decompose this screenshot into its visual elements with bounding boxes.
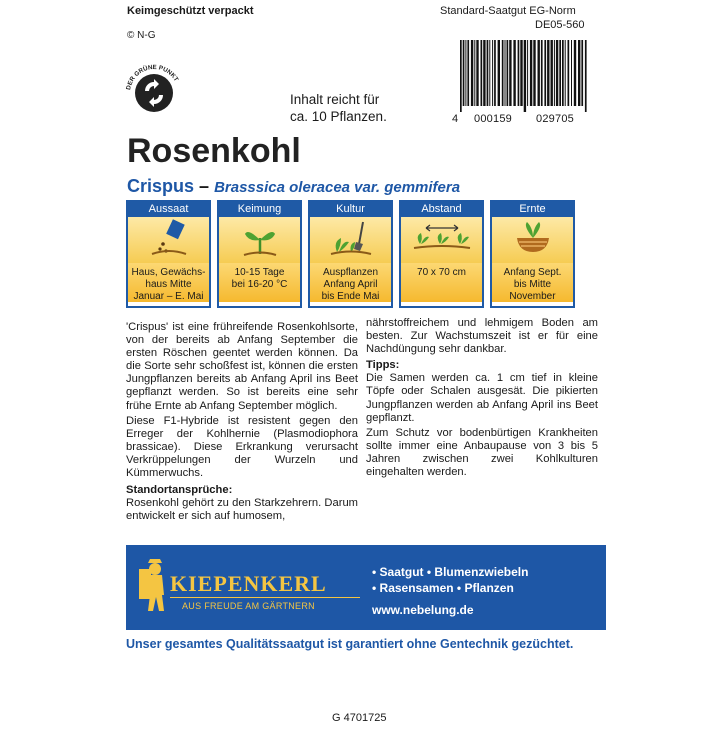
- protection-paragraph: Zum Schutz vor bodenbürtigen Krankheiten sollte immer eine Anbaupause von 3 bis 5 Jahren zwischen zwei Kohlkulturen eingehalten werden.: [366, 426, 598, 479]
- picto-text-line: 10-15 Tage: [234, 267, 285, 278]
- barcode-left-group: 000159: [474, 113, 512, 125]
- picto-ernte: [490, 200, 575, 308]
- picto-kultur: [308, 200, 393, 308]
- gruener-punkt-logo: [118, 55, 190, 127]
- picto-text-line: Anfang April: [323, 279, 378, 290]
- product-range-item: • Saatgut • Blumenzwiebeln: [372, 565, 529, 579]
- picto-text-line: Anfang Sept.: [503, 267, 562, 278]
- content-note: [290, 91, 387, 125]
- picto-abstand: [399, 200, 484, 308]
- article-number: G 4701725: [332, 712, 387, 724]
- brand-slogan: AUS FREUDE AM GÄRTNERN: [182, 601, 315, 611]
- picto-label: Keimung: [219, 202, 300, 217]
- picto-text-line: bis Ende Mai: [321, 291, 380, 302]
- seedling-icon: [240, 218, 280, 263]
- picto-text-line: November: [509, 291, 556, 302]
- latin-name: Brasssica oleracea var. gemmifera: [214, 179, 461, 196]
- picto-text-line: bei 16-20 °C: [231, 279, 288, 290]
- growing-pictograms: [126, 200, 575, 308]
- picto-label: Aussaat: [128, 202, 209, 217]
- picto-keimung: [217, 200, 302, 308]
- description-column-left: [126, 321, 358, 523]
- heading-standort: Standortansprüche:: [126, 484, 233, 497]
- product-range-item: • Rasensamen • Pflanzen: [372, 581, 514, 595]
- location-paragraph: Rosenkohl gehört zu den Starkzehrern. Darum entwickelt er sich auf humosem,: [126, 497, 358, 523]
- copyright-note: © N-G: [127, 30, 156, 41]
- heading-tipps: Tipps:: [366, 359, 400, 372]
- picto-text-line: bis Mitte: [513, 279, 552, 290]
- planting-spade-icon: [329, 218, 373, 263]
- barcode: [452, 40, 592, 126]
- svg-text:DER GRÜNE PUNKT: DER GRÜNE PUNKT: [125, 63, 180, 91]
- tips-paragraph: Die Samen werden ca. 1 cm tief in kleine Töpfe oder Schalen ausgesät. Die pikierten Jungpflanzen werden ab Anfang April ins Beet gepflanzt.: [366, 372, 598, 424]
- subtitle-dash: –: [199, 176, 210, 196]
- picto-aussaat: [126, 200, 211, 308]
- website-link[interactable]: www.nebelung.de: [372, 603, 474, 617]
- packaging-note: Keimgeschützt verpackt: [127, 5, 254, 17]
- content-note-line2: ca. 10 Pflanzen.: [290, 109, 387, 124]
- picto-text-line: Auspflanzen: [322, 267, 379, 278]
- picto-label: Abstand: [401, 202, 482, 217]
- content-note-line1: Inhalt reicht für: [290, 92, 380, 107]
- variety-name: Crispus: [127, 176, 195, 196]
- picto-text-line: 70 x 70 cm: [417, 267, 466, 278]
- description-paragraph: 'Crispus' ist eine frühreifende Rosenkohlsorte, von der bereits ab Anfang September die ersten Röschen geentet werden können. Da die Sorte sehr schoßfest ist, können die ersten Jungpflanzen bereits ab Anfang April ins Beet gepflanzt werden. So ist bereits eine sehr frühe Ernte ab Anfang September möglich.: [126, 321, 358, 412]
- picto-label: Kultur: [310, 202, 391, 217]
- description-column-right: [366, 317, 598, 479]
- barcode-lead-digit: 4: [452, 113, 459, 125]
- resistance-paragraph: Diese F1-Hybride ist resistent gegen den Erreger der Kohlhernie (Plasmodiophora brassicae). Diese Erkrankung verursacht Verkrüppelungen der Wurzeln und Kümmerwuchs.: [126, 414, 358, 480]
- soil-paragraph: nährstoffreichem und lehmigem Boden am besten. Zur Wachstumszeit ist er für eine Nachdüngung sehr dankbar.: [366, 317, 598, 356]
- brand-footer: [126, 545, 606, 630]
- barcode-bars: [452, 40, 592, 112]
- harvest-bowl-icon: [511, 218, 555, 263]
- seed-packet-icon: [149, 218, 189, 263]
- product-range-list: [372, 564, 528, 596]
- kiepenkerl-figure-icon: [136, 555, 168, 615]
- picto-label: Ernte: [492, 202, 573, 217]
- spacing-icon: [412, 218, 472, 263]
- picto-text-line: Haus, Gewächs-: [131, 267, 206, 278]
- product-subtitle: [127, 176, 460, 197]
- product-code: DE05-560: [535, 19, 585, 31]
- seed-norm: Standard-Saatgut EG-Norm: [440, 5, 576, 17]
- picto-text-line: Januar – E. Mai: [133, 291, 204, 302]
- barcode-right-group: 029705: [536, 113, 574, 125]
- brand-name: KIEPENKERL: [170, 571, 327, 596]
- product-name: Rosenkohl: [127, 132, 301, 170]
- picto-text-line: haus Mitte: [145, 279, 192, 290]
- gmo-free-note: Unser gesamtes Qualitätssaatgut ist garantiert ohne Gentechnik gezüchtet.: [126, 637, 574, 651]
